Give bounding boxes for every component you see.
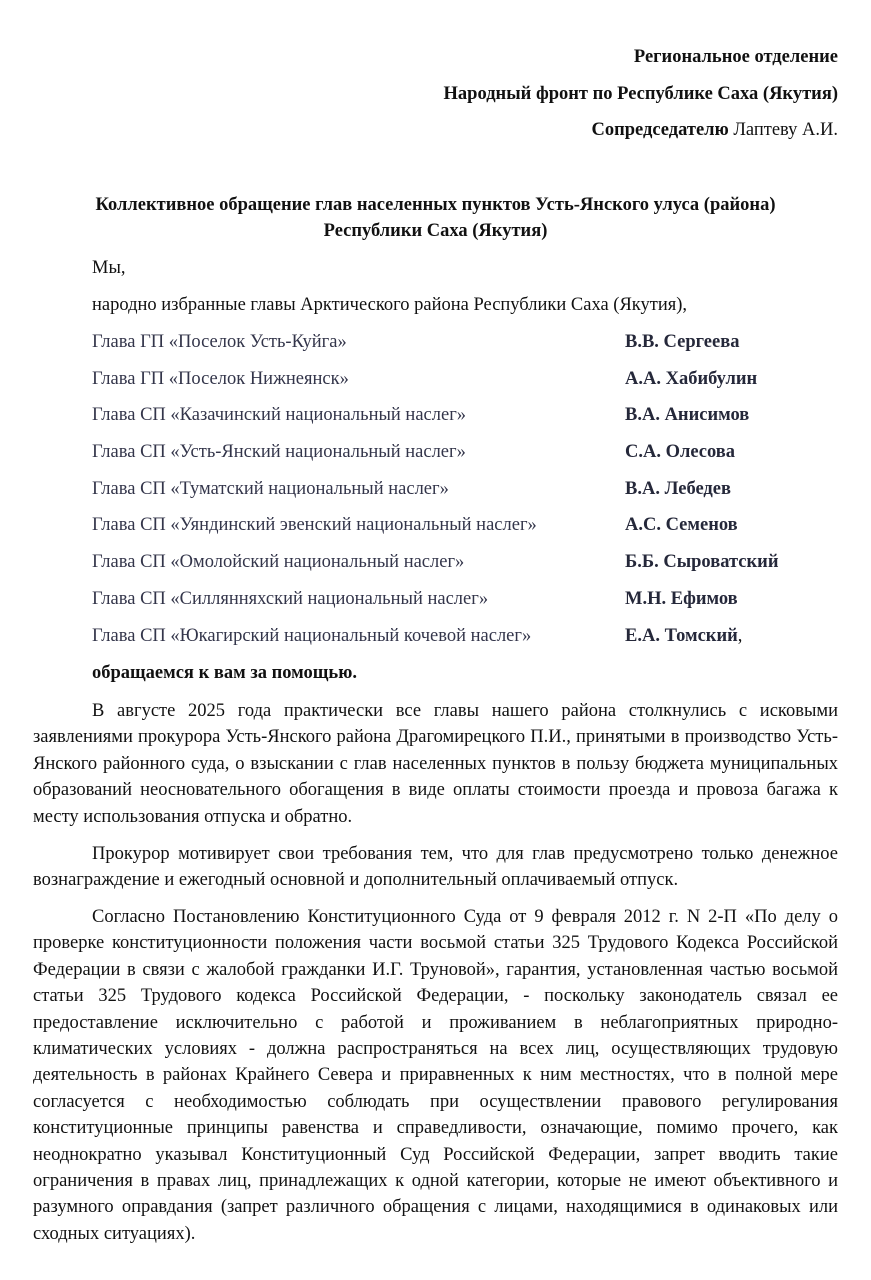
head-position: Глава СП «Туматский национальный наслег» <box>92 479 449 499</box>
addressee-recipient <box>591 120 838 141</box>
head-position: Глава СП «Юкагирский национальный кочевой наслег» <box>92 626 532 646</box>
appeal-line: обращаемся к вам за помощью. <box>92 663 357 683</box>
head-person-name: М.Н. Ефимов <box>625 589 738 609</box>
paragraph-constitutional-court: Согласно Постановлению Конституционного Суда от 9 февраля 2012 г. N 2-П «По делу о проверке конституционности положения части восьмой статьи 325 Трудового Кодекса Российской Федерации в связи с жалобой гражданки И.Г. Труновой», гарантия, установленная частью восьмой статьи 325 Трудового кодекса Российской Федерации, - поскольку законодатель связал ее предоставление исключительно с работой и проживанием в неблагоприятных природно-климатических условиях - должна распространяться на всех лиц, осуществляющих трудовую деятельность в районах Крайнего Севера и приравненных к ним местностях, что в полной мере согласуется с необходимостью соблюдать при осуществлении правового регулирования конституционные принципы равенства и справедливости, означающие, помимо прочего, как неоднократно указывал Конституционный Суд Российской Федерации, запрет вводить такие ограничения в правах лиц, принадлежащих к одной категории, которые не имеют объективного и разумного оправдания (запрет различного обращения с лицами, находящимися в одинаковых или сходных ситуациях). <box>33 907 838 1244</box>
paragraph-prosecutor-motive: Прокурор мотивирует свои требования тем, что для глав предусмотрено только денежное вознаграждение и ежегодный основной и дополнительный оплачиваемый отпуск. <box>33 844 838 891</box>
document-title: Коллективное обращение глав населенных пунктов Усть-Янского улуса (района) <box>95 195 776 215</box>
intro-we: Мы, <box>92 258 126 278</box>
addressee-organization-region: Народный фронт по Республике Саха (Якутия) <box>443 84 838 104</box>
paragraph-lawsuits: В августе 2025 года практически все главы нашего района столкнулись с исковыми заявлениями прокурора Усть-Янского района Драгомирецкого П.И., принятыми в производство Усть-Янского районного суда, о взыскании с глав населенных пунктов в пользу бюджета муниципальных образований неосновательного обогащения в виде оплаты стоимости проезда и провоза багажа к месту использования отпуска и обратно. <box>33 701 838 827</box>
head-person-name: В.А. Лебедев <box>625 479 731 499</box>
intro-elected: народно избранные главы Арктического района Республики Саха (Якутия), <box>92 295 688 315</box>
head-position: Глава ГП «Поселок Нижнеянск» <box>92 369 349 389</box>
head-position: Глава ГП «Поселок Усть-Куйга» <box>92 332 347 352</box>
head-person-name: А.А. Хабибулин <box>625 369 758 389</box>
head-position: Глава СП «Силлянняхский национальный наслег» <box>92 589 489 609</box>
list-comma: , <box>737 626 743 646</box>
head-person-name-last <box>625 626 742 647</box>
head-person-name: С.А. Олесова <box>625 442 736 462</box>
head-position: Глава СП «Усть-Янский национальный наслег» <box>92 442 466 462</box>
head-person-name: В.В. Сергеева <box>625 332 740 352</box>
head-position: Глава СП «Уяндинский эвенский национальный наслег» <box>92 515 537 535</box>
addressee-organization: Региональное отделение <box>633 47 838 67</box>
head-person-name: В.А. Анисимов <box>625 405 750 425</box>
addressee-recipient-name: Лаптеву А.И. <box>728 120 838 140</box>
head-position: Глава СП «Омолойский национальный наслег» <box>92 552 465 572</box>
addressee-recipient-title: Сопредседателю <box>591 120 729 140</box>
head-person-name: Е.А. Томский <box>625 626 738 646</box>
head-person-name: Б.Б. Сыроватский <box>625 552 779 572</box>
head-person-name: А.С. Семенов <box>625 515 738 535</box>
document-title-line2: Республики Саха (Якутия) <box>323 221 548 241</box>
head-position: Глава СП «Казачинский национальный наслег» <box>92 405 467 425</box>
